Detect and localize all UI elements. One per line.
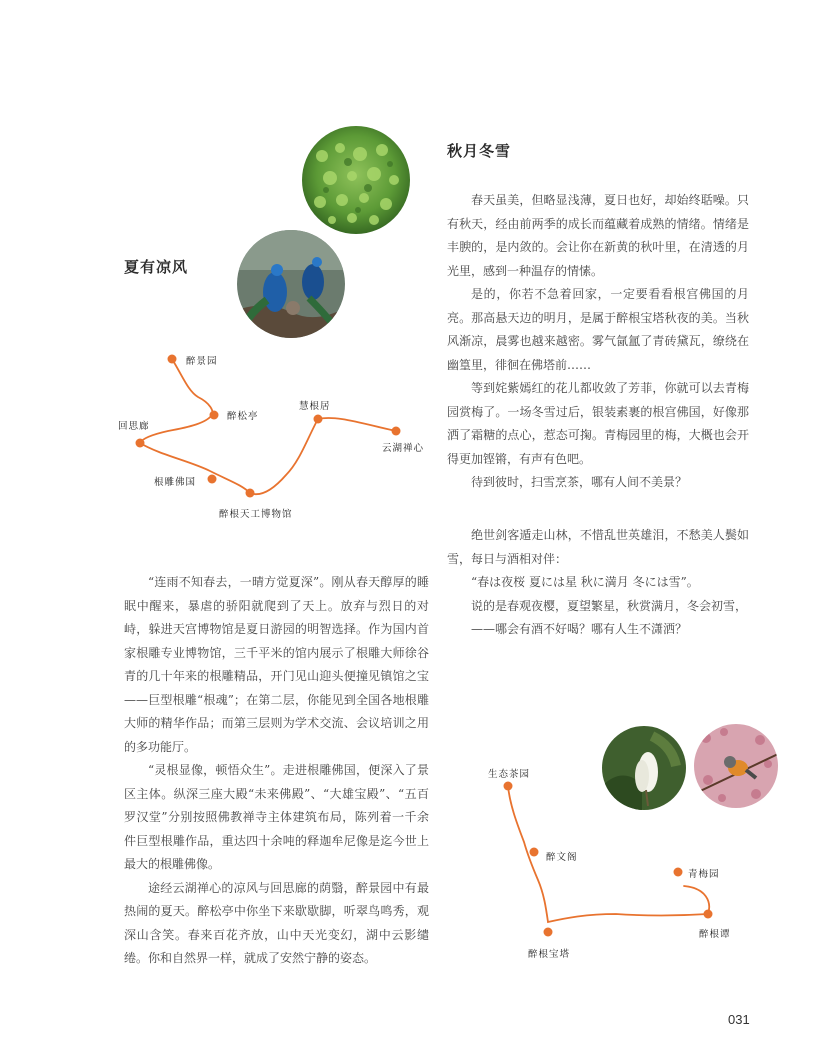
point-zuigentan (704, 910, 713, 919)
map-label-zuijingyuan: 醉景园 (186, 356, 218, 367)
summer-route-map (110, 345, 430, 525)
point-zuigenbaota (544, 928, 553, 937)
point-gendiaofoguo (208, 475, 217, 484)
map-label-gendiaofoguo: 根雕佛国 (154, 477, 197, 488)
paragraph: 待到彼时，扫雪烹茶，哪有人间不美景？ (471, 475, 688, 489)
paragraph: 春天虽美，但略显浅薄，夏日也好，却始终聒噪。只有秋天，经由前两季的成长而蕴藏着成熟的情绪。情绪是丰腴的，是内敛的。会让你在新黄的秋叶里，在清透的月光里，感到一种温存的情愫。 (447, 193, 749, 278)
section-heading-summer: 夏有凉风 (124, 258, 189, 276)
paragraph: “连雨不知春去，一晴方觉夏深”。刚从春天醇厚的睡眠中醒来，暴虐的骄阳就爬到了天上。放弃与烈日的对峙，躲进天宫博物馆是夏日游园的明智选择。作为国内首家根雕专业博物馆，三千平米的馆内展示了根雕大师徐谷青的几十年来的根雕精品，开门见山迎头便撞见镇馆之宝——巨型根雕“根魂”；在第二层，你能见到全国各地根雕大师的精华作品；而第三层则为学术交流、会议培训之用的多功能厅。 (124, 575, 429, 754)
right-text-block-1 (447, 189, 749, 495)
paragraph: “灵根显像，顿悟众生”。走进根雕佛国，便深入了景区主体。纵深三座大殿“未来佛殿”、“大雄宝殿”、“五百罗汉堂”分别按照佛教禅寺主体建筑布局，陈列着一千余件巨型根雕作品，重达四十余吨的释迦牟尼像是迄今世上最大的根雕佛像。 (124, 763, 429, 871)
map-label-huisilang: 回思廊 (118, 421, 150, 432)
point-huisilang (136, 439, 145, 448)
map-label-shengtaichayuan: 生态茶园 (488, 769, 531, 780)
paragraph: 绝世剑客遁走山林，不惜乱世英雄泪，不愁美人鬓如雪，每日与酒相对伴： (447, 528, 749, 566)
paragraph: “春は夜桜 夏には星 秋に満月 冬には雪”。 (471, 575, 699, 589)
point-zuiwenge (530, 848, 539, 857)
map-label-zuisongting: 醉松亭 (227, 411, 259, 422)
point-yunhuchanxin (392, 427, 401, 436)
paragraph: 等到姹紫嫣红的花儿都收敛了芳菲，你就可以去青梅园赏梅了。一场冬雪过后，银装素裹的根宫佛国，好像那洒了霜糖的点心，惹态可掬。青梅园里的梅，大概也会开得更加铿锵，有声有色吧。 (447, 381, 749, 466)
point-shengtaichayuan (504, 782, 513, 791)
map-label-zuiwenge: 醉文阁 (546, 852, 578, 863)
point-zuisongting (210, 411, 219, 420)
point-museum (246, 489, 255, 498)
route-line (508, 786, 709, 922)
map-label-zuigentan: 醉根谭 (699, 929, 731, 940)
map-label-huigenju: 慧根居 (299, 401, 331, 412)
plant-photo (302, 126, 410, 234)
paragraph: 是的，你若不急着回家，一定要看看根宫佛国的月亮。那高悬天边的明月，是属于醉根宝塔秋夜的美。当秋风渐凉，晨雾也越来越密。雾气氤氲了青砖黛瓦，缭绕在幽篁里，徘徊在佛塔前…… (447, 287, 749, 372)
map-label-qingmeiyuan: 青梅园 (688, 869, 720, 880)
paragraph: ——哪会有酒不好喝？哪有人生不潇洒？ (471, 622, 688, 636)
autumn-winter-route-map (496, 776, 726, 946)
map-label-museum: 醉根天工博物馆 (219, 509, 293, 520)
point-zuijingyuan (168, 355, 177, 364)
left-text-block (124, 571, 429, 971)
map-label-zuigenbaota: 醉根宝塔 (528, 949, 571, 960)
point-huigenju (314, 415, 323, 424)
page-number: 031 (728, 1012, 750, 1027)
section-heading-autumn-winter: 秋月冬雪 (447, 142, 512, 160)
map-label-yunhuchanxin: 云湖禅心 (382, 443, 425, 454)
point-qingmeiyuan (674, 868, 683, 877)
paragraph: 说的是春观夜樱，夏望繁星，秋赏满月，冬会初雪， (471, 598, 748, 613)
peacock-photo (237, 230, 345, 338)
right-text-block-2 (447, 524, 749, 642)
paragraph: 途经云湖禅心的凉风与回思廊的荫翳，醉景园中有最热闹的夏天。醉松亭中你坐下来歇歇脚，听翠鸟鸣秀，观深山含笑。春来百花齐放，山中天光变幻，湖中云影缱绻。你和自然界一样，就成了安然宁静的姿态。 (124, 880, 429, 965)
